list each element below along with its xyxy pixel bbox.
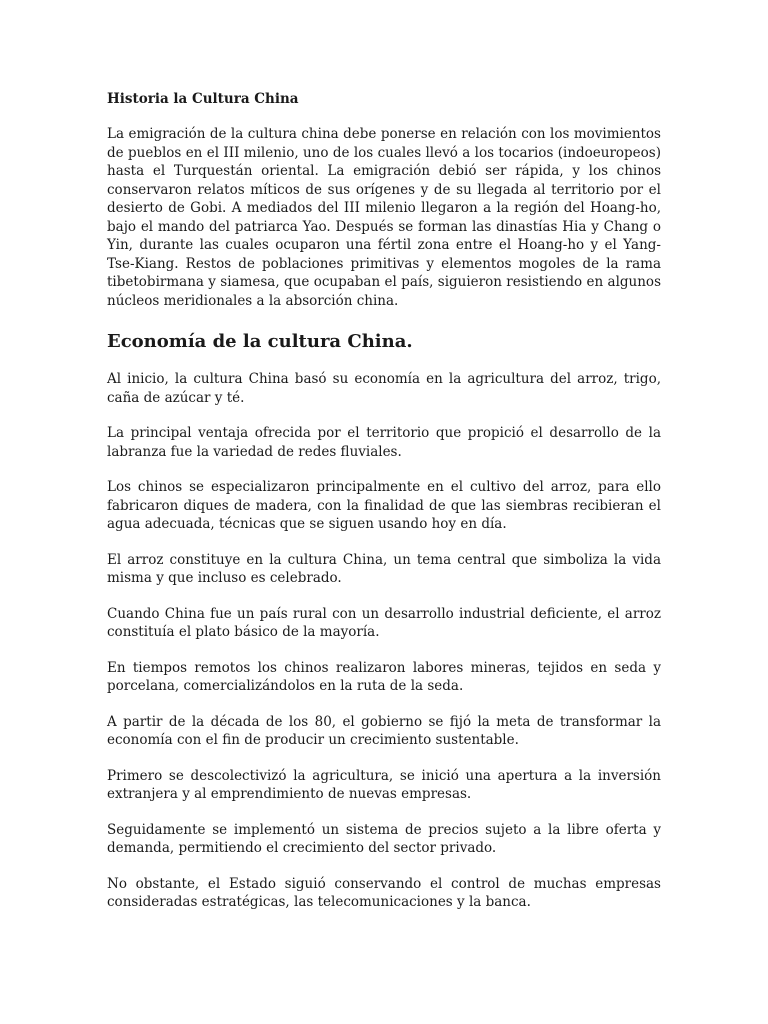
paragraph-4: El arroz constituye en la cultura China, un tema central que simboliza la vida misma y que incluso es celebrado. <box>107 551 661 586</box>
document-title: Historia la Cultura China <box>107 91 299 107</box>
paragraph-10: No obstante, el Estado siguió conservando el control de muchas empresas consideradas estratégicas, las telecomunicaciones y la banca. <box>107 875 661 910</box>
paragraph-5: Cuando China fue un país rural con un desarrollo industrial deficiente, el arroz constituía el plato básico de la mayoría. <box>107 605 661 640</box>
paragraph-7: A partir de la década de los 80, el gobierno se fijó la meta de transformar la economía con el fin de producir un crecimiento sustentable. <box>107 713 661 748</box>
paragraph-8: Primero se descolectivizó la agricultura, se inició una apertura a la inversión extranjera y al emprendimiento de nuevas empresas. <box>107 767 661 802</box>
document-page <box>107 90 661 929</box>
intro-paragraph: La emigración de la cultura china debe ponerse en relación con los movimientos de pueblos en el III milenio, uno de los cuales llevó a los tocarios (indoeuropeos) hasta el Turquestán oriental. La emigración debió ser rápida, y los chinos conservaron relatos míticos de sus orígenes y de su llegada al territorio por el desierto de Gobi. A mediados del III milenio llegaron a la región del Hoang-ho, bajo el mando del patriarca Yao. Después se forman las dinastías Hia y Chang o Yin, durante las cuales ocuparon una fértil zona entre el Hoang-ho y el Yang-Tse-Kiang. Restos de poblaciones primitivas y elementos mogoles de la rama tibetobirmana y siamesa, que ocupaban el país, siguieron resistiendo en algunos núcleos meridionales a la absorción china. <box>107 126 661 309</box>
section-heading: Economía de la cultura China. <box>107 331 413 352</box>
paragraph-2: La principal ventaja ofrecida por el territorio que propició el desarrollo de la labranza fue la variedad de redes fluviales. <box>107 425 661 460</box>
paragraph-6: En tiempos remotos los chinos realizaron labores mineras, tejidos en seda y porcelana, comercializándolos en la ruta de la seda. <box>107 659 661 694</box>
paragraph-3: Los chinos se especializaron principalmente en el cultivo del arroz, para ello fabricaron diques de madera, con la finalidad de que las siembras recibieran el agua adecuada, técnicas que se siguen usando hoy en día. <box>107 479 661 532</box>
paragraph-9: Seguidamente se implementó un sistema de precios sujeto a la libre oferta y demanda, permitiendo el crecimiento del sector privado. <box>107 821 661 856</box>
paragraph-1: Al inicio, la cultura China basó su economía en la agricultura del arroz, trigo, caña de azúcar y té. <box>107 371 661 406</box>
